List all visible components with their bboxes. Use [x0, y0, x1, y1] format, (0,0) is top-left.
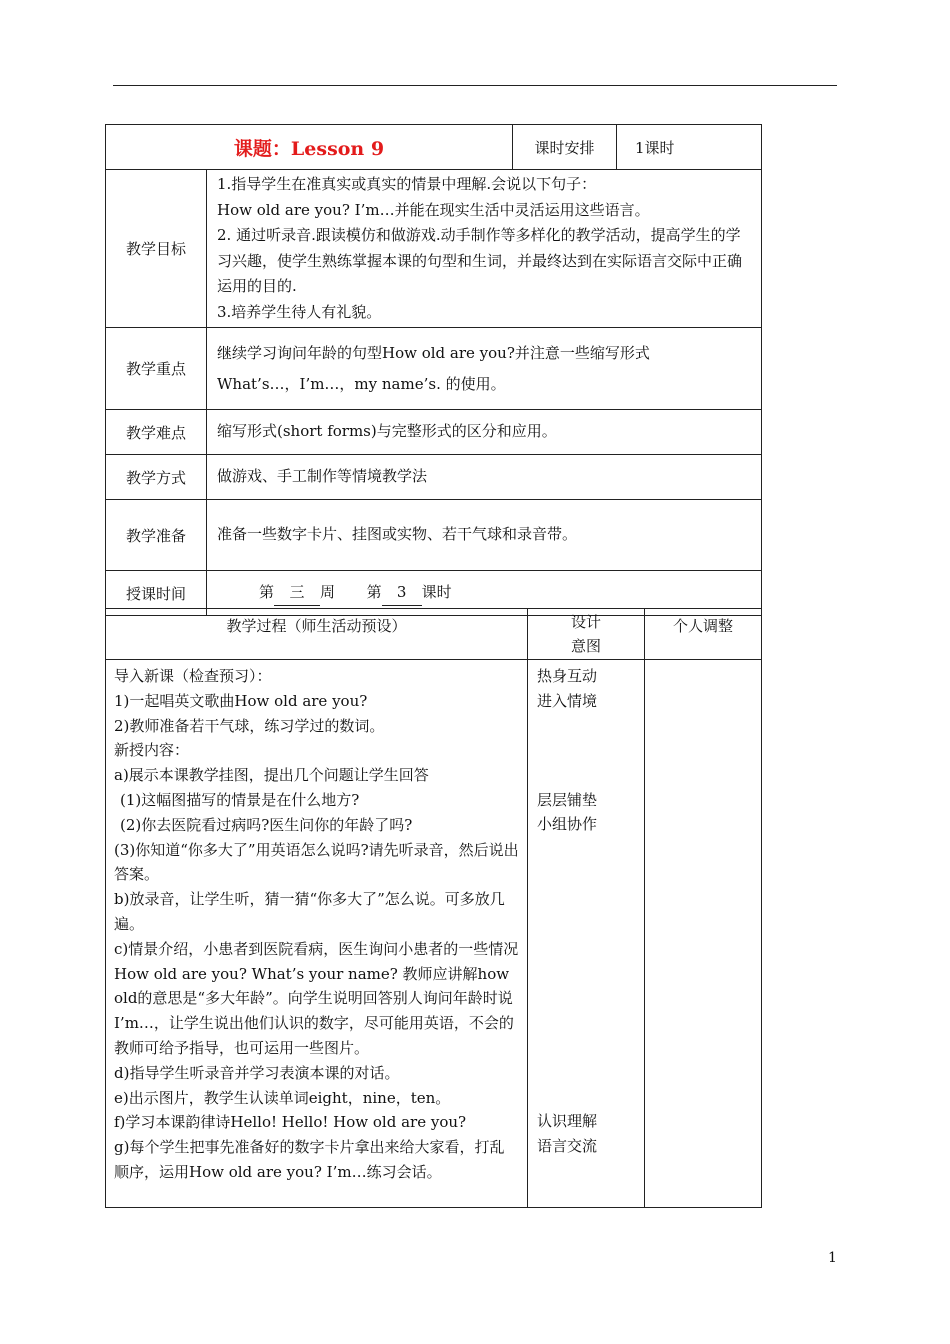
preparation-row [106, 500, 762, 571]
design-note: 认识理解 [537, 1112, 598, 1131]
design-header [528, 609, 645, 660]
schedule-value: 1课时 [617, 125, 762, 170]
design-note: 语言交流 [537, 1136, 598, 1155]
process-line: 1)一起唱英文歌曲How old are you? [114, 691, 368, 710]
process-table [105, 608, 762, 1208]
week-suffix: 周 [320, 582, 336, 601]
design-note: 热身互动 [537, 667, 598, 685]
objective-line: 2. 通过听录音.跟读模仿和做游戏.动手制作等多样化的教学活动，提高学生的学习兴趣，使学生熟练掌握本课的句型和生词，并最终达到在实际语言交际中正确运用的目的. [217, 226, 743, 295]
title-row [106, 125, 762, 170]
week-value: 三 [274, 580, 320, 607]
methods-label: 教学方式 [106, 455, 207, 500]
process-line: (3)你知道“你多大了”用英语怎么说吗?请先听录音，然后说出答案。 [114, 840, 519, 884]
process-content [106, 660, 528, 1208]
lesson-info-table [105, 124, 762, 616]
week-prefix: 第 [259, 582, 275, 601]
process-line: 2)教师准备若干气球，练习学过的数词。 [114, 716, 385, 735]
design-notes [528, 660, 645, 1208]
adjust-content [645, 660, 762, 1208]
header-rule [113, 85, 837, 86]
process-line: g)每个学生把事先准备好的数字卡片拿出来给大家看，打乱顺序，运用How old are you? I’m…练习会话。 [114, 1138, 505, 1181]
key-points-row [106, 328, 762, 410]
lesson-prefix: 第 [366, 582, 382, 601]
preparation-label: 教学准备 [106, 500, 207, 571]
key-points-label: 教学重点 [106, 328, 207, 410]
process-line: 导入新课（检查预习）： [114, 667, 272, 685]
process-line: b)放录音，让学生听，猜一猜“你多大了”怎么说。可多放几遍。 [114, 890, 505, 933]
process-line: 新授内容： [114, 741, 190, 760]
process-line: c)情景介绍，小患者到医院看病，医生询问小患者的一些情况 How old are you? What’s your name? 教师应讲解how old的意思是“多大年龄”。向学生说明回答别人询问年龄时说I’m…，让学生说出他们认识的数字，尽可能用英语，不会的教师可给予指导，也可运用一些图片。 [114, 939, 519, 1057]
lesson-number: 3 [382, 580, 422, 607]
key-points-content [207, 328, 762, 410]
process-line: e)出示图片，教学生认读单词eight，nine，ten。 [114, 1088, 451, 1107]
difficulties-label: 教学难点 [106, 410, 207, 455]
methods-row [106, 455, 762, 500]
process-line: a)展示本课教学挂图，提出几个问题让学生回答 [114, 766, 429, 785]
difficulties-row [106, 410, 762, 455]
methods-content: 做游戏、手工制作等情境教学法 [207, 455, 762, 500]
design-note: 小组协作 [537, 815, 598, 834]
process-line: f)学习本课韵律诗Hello! Hello! How old are you? [114, 1113, 467, 1132]
preparation-content: 准备一些数字卡片、挂图或实物、若干气球和录音带。 [207, 500, 762, 571]
objective-line: 1.指导学生在准真实或真实的情景中理解.会说以下句子： [217, 175, 597, 193]
key-point-line: What’s…，I’m…，my name’s. 的使用。 [217, 374, 506, 393]
process-header-row [106, 609, 762, 660]
design-note: 层层铺垫 [537, 790, 598, 809]
adjust-header: 个人调整 [645, 609, 762, 660]
design-header-line: 意图 [570, 637, 601, 655]
difficulties-content: 缩写形式(short forms)与完整形式的区分和应用。 [207, 410, 762, 455]
process-line: (2)你去医院看过病吗?医生问你的年龄了吗? [120, 815, 413, 834]
design-note: 进入情境 [537, 691, 598, 710]
process-body-row [106, 660, 762, 1208]
objectives-content [207, 170, 762, 328]
time-label: 授课时间 [106, 571, 207, 616]
design-header-line: 设计 [570, 613, 601, 631]
objective-line: 3.培养学生待人有礼貌。 [217, 302, 382, 321]
page-number: 1 [828, 1250, 837, 1266]
process-header: 教学过程（师生活动预设） [106, 609, 528, 660]
schedule-label: 课时安排 [513, 125, 617, 170]
lesson-suffix: 课时 [421, 582, 452, 601]
objectives-row [106, 170, 762, 328]
process-line: d)指导学生听录音并学习表演本课的对话。 [114, 1063, 400, 1082]
process-line: (1)这幅图描写的情景是在什么地方? [120, 790, 360, 809]
objectives-label: 教学目标 [106, 170, 207, 328]
key-point-line: 继续学习询问年龄的句型How old are you?并注意一些缩写形式 [217, 343, 650, 362]
lesson-title: 课题：Lesson 9 [106, 125, 513, 170]
objective-line: How old are you? I’m…并能在现实生活中灵活运用这些语言。 [217, 200, 650, 219]
